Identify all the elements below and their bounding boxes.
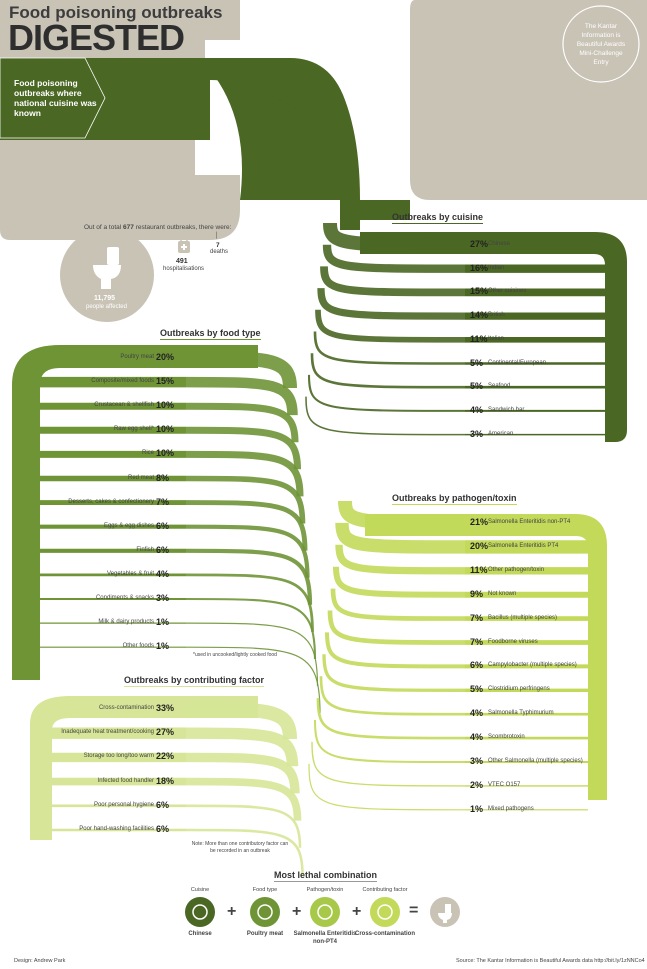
pathogen-title: Outbreaks by pathogen/toxin <box>392 493 517 503</box>
label-salmonella-enteritidis-pt4: Salmonella Enteritidis PT4 <box>488 542 559 549</box>
value-indian: 16% <box>470 262 489 273</box>
footer-source: Source: The Kantar Information is Beautiful Awards data http://bit.ly/1zNNCo4 <box>456 958 645 964</box>
value-raw-egg-shell: 10% <box>156 424 175 435</box>
label-campylobacter-multiple-species: Campylobacter (multiple species) <box>488 662 577 669</box>
equals-sign: = <box>409 902 419 919</box>
title-top: Food poisoning outbreaks <box>9 3 223 22</box>
value-other-cuisines: 15% <box>470 286 489 297</box>
flow-outbreaks-by-food-type-4 <box>186 454 300 496</box>
lethal-label-2: Salmonella Enteritidis non-PT4 <box>293 931 357 945</box>
label-seafood: Seafood <box>488 383 511 390</box>
lethal-header-2: Pathogen/toxin <box>306 887 344 893</box>
label-infected-food-handler: Infected food handler <box>97 777 154 784</box>
value-composite-mixed-foods: 15% <box>156 376 175 387</box>
factor-note: Note: More than one contributory factor can be recorded in an outbreak <box>191 841 289 854</box>
value-clostridium-perfringens: 5% <box>470 684 484 695</box>
value-crustacean-shellfish: 10% <box>156 400 175 411</box>
value-condiments-snacks: 3% <box>156 593 170 603</box>
value-foodborne-viruses: 7% <box>470 636 484 647</box>
bowl-icon <box>185 897 215 927</box>
value-seafood: 5% <box>470 381 484 392</box>
value-not-known: 9% <box>470 588 484 599</box>
label-chinese: Chinese <box>488 241 511 247</box>
label-finfish: Finfish <box>136 546 154 553</box>
value-desserts-cakes-confectionery: 7% <box>156 496 170 507</box>
value-rice: 10% <box>156 448 175 459</box>
label-other-foods: Other foods <box>122 643 154 650</box>
label-rice: Rice <box>141 450 154 457</box>
lethal-label-3: Cross-contamination <box>354 931 415 937</box>
label-poor-hand-washing-facilities: Poor hand-washing facilities <box>79 826 154 832</box>
value-finfish: 6% <box>156 544 170 555</box>
label-eggs-egg-dishes: Eggs & egg dishes <box>103 522 154 529</box>
label-not-known: Not known <box>488 590 517 597</box>
chicken-icon <box>250 897 280 927</box>
toilet-icon <box>91 245 125 291</box>
syringe-icon <box>310 897 340 927</box>
label-desserts-cakes-confectionery: Desserts, cakes & confectionery <box>68 498 154 505</box>
value-vtec-o157: 2% <box>470 779 484 790</box>
lethal-header-1: Food type <box>252 887 278 893</box>
label-storage-too-long-too-warm: Storage too long/too warm <box>83 753 154 760</box>
value-red-meat: 8% <box>156 472 170 483</box>
value-salmonella-enteritidis-pt4: 20% <box>470 540 489 551</box>
value-british: 14% <box>470 310 489 321</box>
label-milk-dairy-products: Milk & dairy products <box>98 619 154 626</box>
flow-outbreaks-by-pathogen-toxin-8 <box>321 676 465 714</box>
value-vegetables-fruit: 4% <box>156 568 170 579</box>
deaths-value: 7 <box>216 242 220 249</box>
flow-outbreaks-by-food-type-10 <box>186 599 315 659</box>
label-poor-personal-hygiene: Poor personal hygiene <box>93 801 154 808</box>
value-mixed-pathogens: 1% <box>470 803 484 814</box>
label-italian: Italian <box>488 335 505 342</box>
toilet-result-icon <box>430 897 460 927</box>
people-label: people affected <box>86 304 127 310</box>
flow-outbreaks-by-contributing-factor-3 <box>186 782 298 821</box>
label-red-meat: Red meat <box>127 474 154 481</box>
title-main: DIGESTED <box>8 17 185 58</box>
label-sandwich-bar: Sandwich bar <box>488 406 525 413</box>
value-cross-contamination: 33% <box>156 703 175 713</box>
label-salmonella-enteritidis-non-pt4: Salmonella Enteritidis non-PT4 <box>488 519 571 525</box>
label-crustacean-shellfish: Crustacean & shellfish <box>94 402 154 409</box>
flow-outbreaks-by-pathogen-toxin-9 <box>318 698 465 738</box>
value-poor-hand-washing-facilities: 6% <box>156 824 170 834</box>
value-american: 3% <box>470 428 484 439</box>
value-italian: 11% <box>470 333 488 344</box>
deaths-label: deaths <box>210 249 229 255</box>
label-inadequate-heat-treatment-cooking: Inadequate heat treatment/cooking <box>61 729 154 736</box>
cross-contamination-icon <box>370 897 400 927</box>
label-foodborne-viruses: Foodborne viruses <box>488 638 538 645</box>
label-other-pathogen-toxin: Other pathogen/toxin <box>488 566 545 573</box>
label-american: American <box>488 430 514 437</box>
label-clostridium-perfringens: Clostridium perfringens <box>488 686 550 693</box>
value-continental-european: 5% <box>470 357 484 368</box>
value-other-salmonella-multiple-species: 3% <box>470 756 484 766</box>
people-value: 11,795 <box>94 295 116 302</box>
flow-outbreaks-by-pathogen-toxin-10 <box>315 720 465 762</box>
value-poultry-meat: 20% <box>156 352 175 362</box>
lethal-label-1: Poultry meat <box>246 931 284 937</box>
stats-intro: Out of a total 677 restaurant outbreaks, there were: <box>84 224 232 231</box>
label-poultry-meat: Poultry meat <box>120 354 154 360</box>
footer-design: Design: Andrew Park <box>14 958 66 964</box>
label-other-cuisines: Other cuisines <box>488 288 527 295</box>
value-salmonella-enteritidis-non-pt4: 21% <box>470 517 489 527</box>
value-inadequate-heat-treatment-cooking: 27% <box>156 727 175 738</box>
hospitalisations-label: hospitalisations <box>163 266 205 272</box>
plus-sign: + <box>227 903 237 920</box>
label-british: British <box>488 312 505 319</box>
value-bacillus-multiple-species: 7% <box>470 612 484 623</box>
value-salmonella-typhimurium: 4% <box>470 708 484 719</box>
value-other-pathogen-toxin: 11% <box>470 564 488 575</box>
food-title: Outbreaks by food type <box>160 328 261 338</box>
value-eggs-egg-dishes: 6% <box>156 520 170 531</box>
lethal-header-3: Contributing factor <box>362 887 408 893</box>
deaths-glyph: │ <box>215 233 219 239</box>
label-mixed-pathogens: Mixed pathogens <box>488 805 534 812</box>
label-vtec-o157: VTEC O157 <box>488 781 521 788</box>
subtitle: Food poisoning outbreaks where national cuisine was known <box>14 78 97 118</box>
flow-outbreaks-by-cuisine-7 <box>309 375 465 411</box>
value-campylobacter-multiple-species: 6% <box>470 660 484 671</box>
badge-text: The Kantar Information is Beautiful Awards Mini-Challenge Entry <box>576 23 626 66</box>
value-infected-food-handler: 18% <box>156 775 175 786</box>
label-bacillus-multiple-species: Bacillus (multiple species) <box>488 614 558 621</box>
label-raw-egg-shell: Raw egg shell* <box>113 426 154 433</box>
lethal-label-0: Chinese <box>188 931 212 937</box>
label-condiments-snacks: Condiments & snacks <box>95 595 154 601</box>
hospitalisations-value: 491 <box>176 258 188 265</box>
flow-outbreaks-by-pathogen-toxin-12 <box>309 764 465 810</box>
lethal-title: Most lethal combination <box>274 870 378 880</box>
lethal-header-0: Cuisine <box>190 887 210 893</box>
factor-title: Outbreaks by contributing factor <box>124 675 265 685</box>
value-scombrotoxin: 4% <box>470 732 484 743</box>
label-vegetables-fruit: Vegetables & fruit <box>106 570 154 577</box>
label-cross-contamination: Cross-contamination <box>98 705 154 711</box>
label-salmonella-typhimurium: Salmonella Typhimurium <box>488 710 554 717</box>
label-composite-mixed-foods: Composite/mixed foods <box>91 378 154 385</box>
value-poor-personal-hygiene: 6% <box>156 799 170 810</box>
value-other-foods: 1% <box>156 641 170 652</box>
label-continental-european: Continental/European <box>488 359 547 366</box>
label-other-salmonella-multiple-species: Other Salmonella (multiple species) <box>488 758 583 764</box>
food-note: *used in uncooked/lightly cooked food <box>193 652 277 658</box>
cuisine-title: Outbreaks by cuisine <box>392 212 484 222</box>
flow-outbreaks-by-cuisine-8 <box>306 397 465 435</box>
value-chinese: 27% <box>470 239 489 249</box>
hospital-icon <box>177 238 191 254</box>
label-scombrotoxin: Scombrotoxin <box>488 734 525 741</box>
plus-sign: + <box>352 903 362 920</box>
flow-outbreaks-by-cuisine-0 <box>330 223 465 245</box>
flow-outbreaks-by-pathogen-toxin-11 <box>312 742 465 786</box>
value-sandwich-bar: 4% <box>470 404 484 415</box>
value-storage-too-long-too-warm: 22% <box>156 751 175 762</box>
flow-outbreaks-by-food-type-8 <box>186 551 310 605</box>
label-indian: Indian <box>488 264 505 271</box>
plus-sign: + <box>292 903 302 920</box>
value-milk-dairy-products: 1% <box>156 617 170 628</box>
